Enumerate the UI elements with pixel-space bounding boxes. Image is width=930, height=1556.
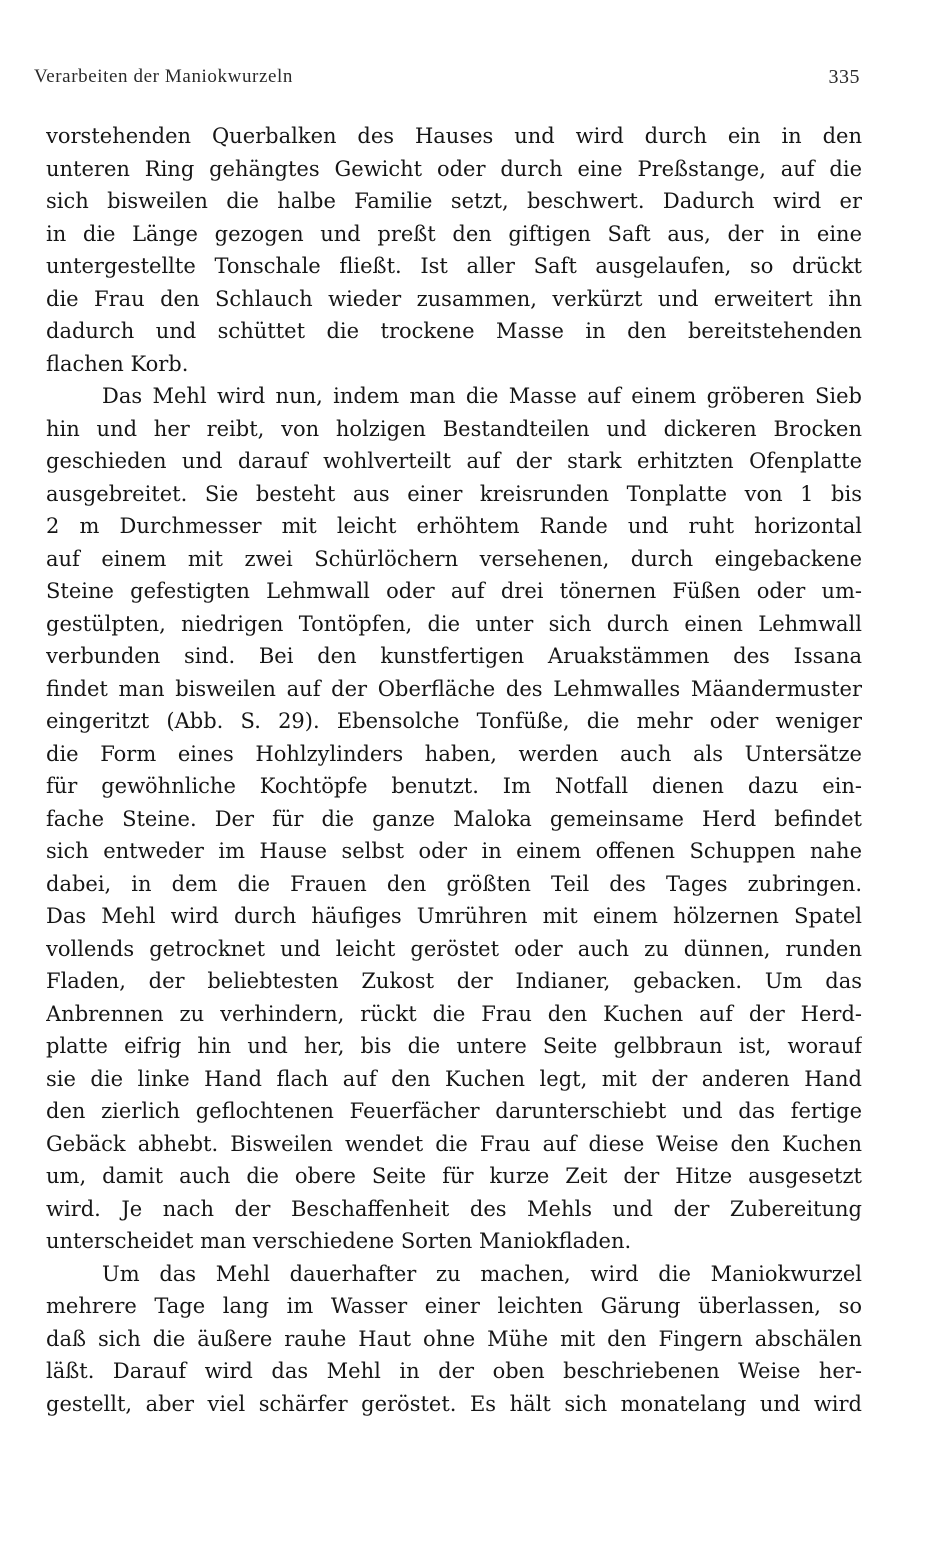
body-text (46, 120, 862, 1420)
text-line: gestülpten, niedrigen Tontöpfen, die unter sich durch einen Lehmwall (46, 611, 862, 636)
text-line: sich bisweilen die halbe Familie setzt, beschwert. Dadurch wird er (46, 189, 862, 213)
text-line: auf einem mit zwei Schürlöchern versehenen, durch eingebackene (46, 546, 862, 571)
text-line: verbunden sind. Bei den kunstfertigen Aruakstämmen des Issana (46, 644, 862, 668)
text-line: sich entweder im Hause selbst oder in einem offenen Schuppen nahe (46, 839, 862, 863)
text-line: vollends getrocknet und leicht geröstet oder auch zu dünnen, runden (46, 936, 862, 961)
text-line: in die Länge gezogen und preßt den giftigen Saft aus, der in eine (46, 221, 862, 246)
text-line: dabei, in dem die Frauen den größten Teil des Tages zubringen. (46, 871, 862, 896)
text-line: gestellt, aber viel schärfer geröstet. Es hält sich monatelang und wird (46, 1391, 862, 1416)
text-line: dadurch und schüttet die trockene Masse in den bereitstehenden (46, 319, 862, 343)
text-line: findet man bisweilen auf der Oberfläche des Lehmwalles Mäandermuster (46, 676, 862, 701)
text-line: die Frau den Schlauch wieder zusammen, verkürzt und erweitert ihn (46, 286, 862, 311)
text-line: den zierlich geflochtenen Feuerfächer darunterschiebt und das fertige (46, 1099, 862, 1123)
page-number: 335 (828, 66, 860, 88)
text-line: unteren Ring gehängtes Gewicht oder durch eine Preßstange, auf die (46, 156, 862, 181)
text-line: fache Steine. Der für die ganze Maloka gemeinsame Herd befindet (46, 806, 862, 831)
text-line: untergestellte Tonschale fließt. Ist aller Saft ausgelaufen, so drückt (46, 254, 862, 278)
text-line: Um das Mehl dauerhafter zu machen, wird die Maniokwurzel (102, 1261, 862, 1286)
text-line: läßt. Darauf wird das Mehl in der oben beschriebenen Weise her- (46, 1359, 862, 1383)
text-line: eingeritzt (Abb. S. 29). Ebensolche Tonfüße, die mehr oder weniger (46, 709, 862, 733)
text-line: Gebäck abhebt. Bisweilen wendet die Frau auf diese Weise den Kuchen (46, 1131, 862, 1156)
running-head: Verarbeiten der Maniokwurzeln (34, 66, 294, 87)
text-line: Das Mehl wird nun, indem man die Masse auf einem gröberen Sieb (102, 384, 862, 408)
text-line: hin und her reibt, von holzigen Bestandteilen und dickeren Brocken (46, 416, 862, 441)
text-line: flachen Korb. (46, 351, 189, 376)
text-line: 2 m Durchmesser mit leicht erhöhtem Rande und ruht horizontal (46, 514, 862, 538)
text-line: unterscheidet man verschiedene Sorten Maniokfladen. (46, 1229, 632, 1253)
text-line: geschieden und darauf wohlverteilt auf der stark erhitzten Ofenplatte (46, 449, 862, 473)
text-line: ausgebreitet. Sie besteht aus einer kreisrunden Tonplatte von 1 bis (46, 481, 862, 506)
text-line: mehrere Tage lang im Wasser einer leichten Gärung überlassen, so (46, 1294, 862, 1318)
text-line: Das Mehl wird durch häufiges Umrühren mit einem hölzernen Spatel (46, 904, 862, 928)
text-line: die Form eines Hohlzylinders haben, werden auch als Untersätze (46, 741, 862, 766)
text-line: Steine gefestigten Lehmwall oder auf drei tönernen Füßen oder um- (46, 579, 862, 603)
text-line: um, damit auch die obere Seite für kurze Zeit der Hitze ausgesetzt (46, 1164, 862, 1188)
text-line: platte eifrig hin und her, bis die untere Seite gelbbraun ist, worauf (46, 1034, 862, 1058)
text-line: Anbrennen zu verhindern, rückt die Frau den Kuchen auf der Herd- (46, 1001, 862, 1026)
text-line: für gewöhnliche Kochtöpfe benutzt. Im Notfall dienen dazu ein- (46, 774, 862, 798)
text-line: Fladen, der beliebtesten Zukost der Indianer, gebacken. Um das (46, 969, 862, 993)
text-line: vorstehenden Querbalken des Hauses und wird durch ein in den (46, 124, 862, 148)
text-line: wird. Je nach der Beschaffenheit des Mehls und der Zubereitung (46, 1196, 862, 1221)
text-line: daß sich die äußere rauhe Haut ohne Mühe mit den Fingern abschälen (46, 1326, 862, 1351)
text-line: sie die linke Hand flach auf den Kuchen legt, mit der anderen Hand (46, 1066, 862, 1091)
